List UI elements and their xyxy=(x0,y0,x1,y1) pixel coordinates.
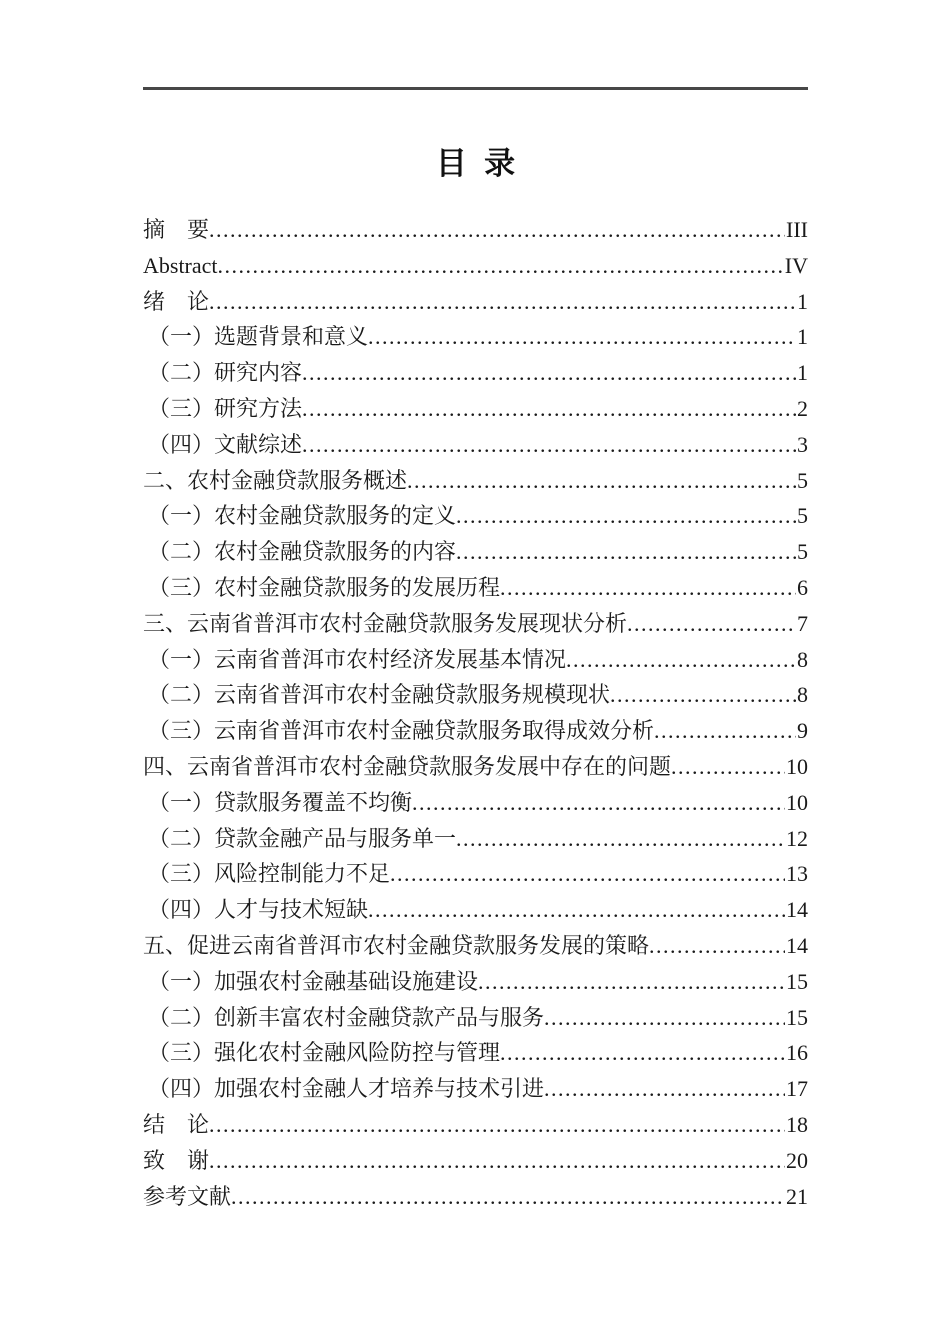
toc-entry[interactable] xyxy=(143,391,808,427)
toc-entry-label: （一）贷款服务覆盖不均衡 xyxy=(148,789,413,815)
toc-list xyxy=(143,212,808,1214)
toc-dot-leader xyxy=(610,677,796,713)
toc-page-number: 10 xyxy=(786,753,808,779)
toc-page-number: 5 xyxy=(797,539,808,565)
toc-entry-label: （一）选题背景和意义 xyxy=(148,324,369,350)
toc-dot-leader xyxy=(544,1071,785,1107)
toc-entry[interactable] xyxy=(143,534,808,570)
toc-page-number: 14 xyxy=(786,932,808,958)
toc-entry[interactable] xyxy=(143,319,808,355)
toc-dot-leader xyxy=(368,319,796,355)
toc-entry[interactable] xyxy=(143,498,808,534)
toc-entry-label: 结 论 xyxy=(143,1111,210,1137)
toc-dot-leader xyxy=(209,1143,785,1179)
toc-page-number: 1 xyxy=(797,288,808,314)
toc-entry[interactable] xyxy=(143,463,808,499)
toc-entry-label: （四）文献综述 xyxy=(148,431,303,457)
toc-entry[interactable] xyxy=(143,642,808,678)
toc-entry[interactable] xyxy=(143,1107,808,1143)
toc-entry-label: （四）人才与技术短缺 xyxy=(148,897,369,923)
toc-dot-leader xyxy=(390,856,785,892)
toc-dot-leader xyxy=(407,463,796,499)
toc-entry[interactable] xyxy=(143,427,808,463)
toc-entry[interactable] xyxy=(143,713,808,749)
toc-page-number: 1 xyxy=(797,324,808,350)
toc-dot-leader xyxy=(231,1179,785,1215)
toc-dot-leader xyxy=(302,427,796,463)
toc-entry[interactable] xyxy=(143,964,808,1000)
toc-page-number: 7 xyxy=(797,610,808,636)
toc-entry[interactable] xyxy=(143,821,808,857)
toc-page-number: 5 xyxy=(797,503,808,529)
toc-entry-label: （三）研究方法 xyxy=(148,395,303,421)
toc-entry-label: 致 谢 xyxy=(143,1147,210,1173)
toc-entry-label: （二）农村金融贷款服务的内容 xyxy=(148,539,457,565)
toc-entry-label: 三、云南省普洱市农村金融贷款服务发展现状分析 xyxy=(143,610,628,636)
toc-entry-label: Abstract xyxy=(143,252,218,278)
toc-page-number: 9 xyxy=(797,718,808,744)
toc-entry-label: （三）强化农村金融风险防控与管理 xyxy=(148,1040,501,1066)
toc-entry[interactable] xyxy=(143,1071,808,1107)
toc-page-number: 15 xyxy=(786,1004,808,1030)
toc-page-number: 3 xyxy=(797,431,808,457)
toc-dot-leader xyxy=(456,821,785,857)
toc-dot-leader xyxy=(209,212,785,248)
toc-entry-label: （四）加强农村金融人才培养与技术引进 xyxy=(148,1076,545,1102)
toc-entry-label: （一）云南省普洱市农村经济发展基本情况 xyxy=(148,646,567,672)
toc-entry[interactable] xyxy=(143,928,808,964)
toc-dot-leader xyxy=(566,642,796,678)
toc-entry[interactable] xyxy=(143,570,808,606)
toc-entry-label: （二）贷款金融产品与服务单一 xyxy=(148,825,457,851)
page-title: 目 录 xyxy=(435,146,516,181)
toc-page-number: 8 xyxy=(797,682,808,708)
toc-entry[interactable] xyxy=(143,284,808,320)
toc-dot-leader xyxy=(456,534,796,570)
toc-entry-label: （一）农村金融贷款服务的定义 xyxy=(148,503,457,529)
toc-entry-label: 绪 论 xyxy=(143,288,210,314)
toc-entry-label: （三）农村金融贷款服务的发展历程 xyxy=(148,574,501,600)
toc-dot-leader xyxy=(302,391,796,427)
toc-page-number: 8 xyxy=(797,646,808,672)
toc-entry[interactable] xyxy=(143,1035,808,1071)
toc-entry-label: （二）创新丰富农村金融贷款产品与服务 xyxy=(148,1004,545,1030)
toc-entry-label: 二、农村金融贷款服务概述 xyxy=(143,467,408,493)
toc-entry[interactable] xyxy=(143,606,808,642)
toc-entry[interactable] xyxy=(143,1179,808,1215)
toc-entry[interactable] xyxy=(143,212,808,248)
toc-entry-label: （二）研究内容 xyxy=(148,360,303,386)
toc-entry-label: （三）风险控制能力不足 xyxy=(148,861,391,887)
toc-dot-leader xyxy=(654,713,796,749)
toc-dot-leader xyxy=(544,1000,785,1036)
toc-page-number: 13 xyxy=(786,861,808,887)
toc-page-number: III xyxy=(786,217,808,242)
toc-dot-leader xyxy=(671,749,785,785)
toc-dot-leader xyxy=(412,785,785,821)
toc-entry-label: 参考文献 xyxy=(143,1183,232,1209)
toc-dot-leader xyxy=(500,570,796,606)
toc-page-number: 18 xyxy=(786,1111,808,1137)
toc-dot-leader xyxy=(500,1035,785,1071)
header-rule xyxy=(143,87,808,90)
toc-page-number: 2 xyxy=(797,395,808,421)
toc-page-number: 20 xyxy=(786,1147,808,1173)
toc-entry-label: （三）云南省普洱市农村金融贷款服务取得成效分析 xyxy=(148,718,655,744)
toc-dot-leader xyxy=(627,606,796,642)
toc-page-number: 21 xyxy=(786,1183,808,1209)
toc-page-number: 15 xyxy=(786,968,808,994)
toc-page-number: 5 xyxy=(797,467,808,493)
toc-page-number: 14 xyxy=(786,897,808,923)
toc-dot-leader xyxy=(209,284,796,320)
toc-page-number: IV xyxy=(784,252,808,278)
toc-page-number: 17 xyxy=(786,1076,808,1102)
toc-page-number: 16 xyxy=(786,1040,808,1066)
toc-dot-leader xyxy=(302,355,796,391)
toc-entry[interactable] xyxy=(143,785,808,821)
toc-entry[interactable] xyxy=(143,248,808,284)
toc-entry[interactable] xyxy=(143,749,808,785)
toc-entry-label: （二）云南省普洱市农村金融贷款服务规模现状 xyxy=(148,682,611,708)
toc-entry[interactable] xyxy=(143,677,808,713)
toc-entry-label: 摘 要 xyxy=(143,217,210,242)
toc-entry-label: 四、云南省普洱市农村金融贷款服务发展中存在的问题 xyxy=(143,753,672,779)
toc-page-number: 6 xyxy=(797,574,808,600)
toc-dot-leader xyxy=(456,498,796,534)
toc-entry[interactable] xyxy=(143,856,808,892)
toc-dot-leader xyxy=(209,1107,785,1143)
toc-dot-leader xyxy=(218,248,784,284)
toc-entry[interactable] xyxy=(143,1143,808,1179)
toc-entry[interactable] xyxy=(143,1000,808,1036)
toc-entry-label: （一）加强农村金融基础设施建设 xyxy=(148,968,479,994)
toc-page-number: 1 xyxy=(797,360,808,386)
toc-entry[interactable] xyxy=(143,892,808,928)
toc-dot-leader xyxy=(649,928,785,964)
toc-page-number: 10 xyxy=(786,789,808,815)
toc-dot-leader xyxy=(478,964,785,1000)
toc-entry[interactable] xyxy=(143,355,808,391)
toc-dot-leader xyxy=(368,892,785,928)
toc-entry-label: 五、促进云南省普洱市农村金融贷款服务发展的策略 xyxy=(143,932,650,958)
toc-page-number: 12 xyxy=(786,825,808,851)
